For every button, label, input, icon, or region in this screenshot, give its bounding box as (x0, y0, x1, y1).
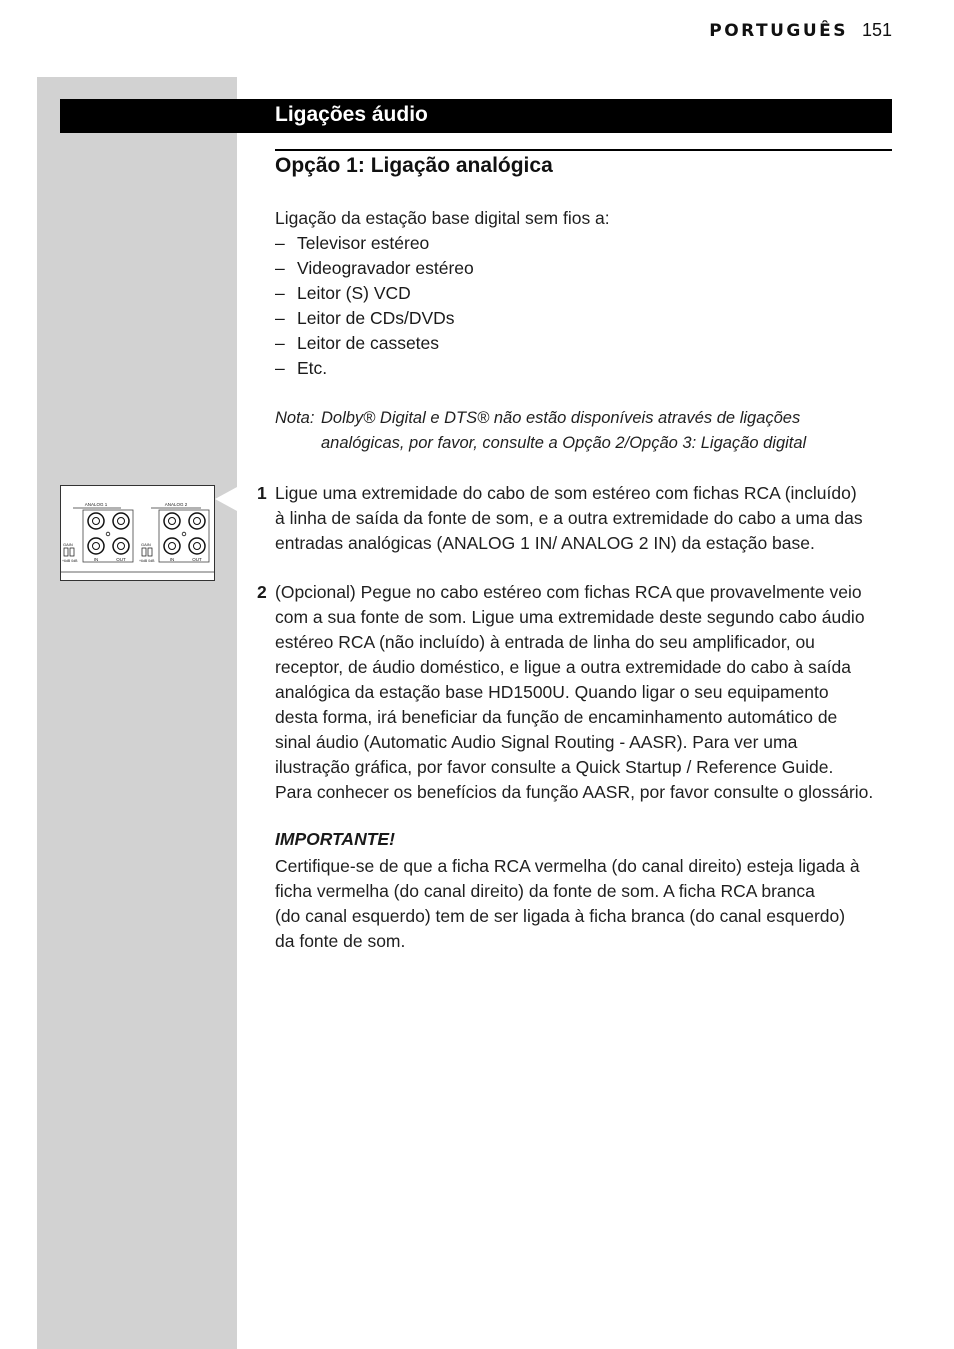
step-line: à linha de saída da fonte de som, e a outra extremidade do cabo a uma das (275, 508, 863, 528)
analog-connector-illustration (60, 485, 215, 581)
step-line: com a sua fonte de som. Ligue uma extremidade deste segundo cabo áudio (275, 607, 865, 627)
note-line-1: Dolby® Digital e DTS® não estão disponíveis através de ligações (321, 409, 801, 427)
connector-diagram (61, 486, 214, 580)
analog1-out-label: OUT (116, 557, 126, 562)
list-item: Leitor (S) VCD (297, 283, 411, 303)
list-item: Leitor de CDs/DVDs (297, 308, 455, 328)
step-number: 2 (257, 582, 267, 602)
gain2-label: GAIN (141, 542, 151, 547)
intro-text: Ligação da estação base digital sem fios a: (275, 208, 610, 228)
list-dash: – (275, 358, 285, 378)
step-number: 1 (257, 483, 267, 503)
step-line: desta forma, irá beneficiar da função de encaminhamento automático de (275, 707, 838, 727)
analog2-jacks (159, 510, 209, 562)
sidebar-gray-column (37, 77, 237, 1349)
analog1-jacks (83, 510, 133, 562)
important-line: ficha vermelha (do canal direito) da fonte de som. A ficha RCA branca (275, 881, 815, 901)
step-line: sinal áudio (Automatic Audio Signal Routing - AASR). Para ver uma (275, 732, 798, 752)
list-dash: – (275, 233, 285, 253)
important-line: Certifique-se de que a ficha RCA vermelha (do canal direito) esteja ligada à (275, 856, 860, 876)
section-title: Ligações áudio (275, 103, 428, 126)
analog2-label: ANALOG 2 (164, 502, 188, 507)
note-label: Nota: (275, 409, 315, 427)
important-line: da fonte de som. (275, 931, 406, 951)
gain1-values: +6dB 0dB (62, 559, 78, 563)
step-line: receptor, de áudio doméstico, e ligue a outra extremidade do cabo à saída (275, 657, 851, 677)
step-line: estéreo RCA (não incluído) à entrada de linha do seu amplificador, ou (275, 632, 815, 652)
list-item: Etc. (297, 358, 328, 378)
page-number: 151 (862, 20, 893, 40)
section-title-bar (60, 99, 892, 133)
step-line: Ligue uma extremidade do cabo de som estéreo com fichas RCA (incluído) (275, 483, 857, 503)
list-dash: – (275, 333, 285, 353)
list-item: Videogravador estéreo (297, 258, 474, 278)
list-dash: – (275, 308, 285, 328)
step-line: entradas analógicas (ANALOG 1 IN/ ANALOG 2 IN) da estação base. (275, 533, 815, 553)
gain2-values: +6dB 0dB (139, 559, 155, 563)
analog2-out-label: OUT (192, 557, 202, 562)
analog1-in-label: IN (93, 557, 99, 562)
step-line: Para conhecer os benefícios da função AASR, por favor consulte o glossário. (275, 782, 874, 802)
illustration-pointer (215, 487, 237, 511)
language-label: PORTUGUÊS (709, 21, 848, 41)
gain-switch-1 (62, 542, 78, 563)
divider (275, 149, 892, 151)
important-line: (do canal esquerdo) tem de ser ligada à ficha branca (do canal esquerdo) (275, 906, 846, 926)
analog1-label: ANALOG 1 (84, 502, 108, 507)
step-line: (Opcional) Pegue no cabo estéreo com fichas RCA que provavelmente veio (275, 582, 862, 602)
note-line-2: analógicas, por favor, consulte a Opção 2/Opção 3: Ligação digital (321, 434, 807, 452)
list-item: Televisor estéreo (297, 233, 430, 253)
important-label: IMPORTANTE! (275, 829, 395, 849)
step-line: analógica da estação base HD1500U. Quando ligar o seu equipamento (275, 682, 829, 702)
list-dash: – (275, 258, 285, 278)
gain1-label: GAIN (63, 542, 73, 547)
list-item: Leitor de cassetes (297, 333, 440, 353)
step-line: ilustração gráfica, por favor consulte a Quick Startup / Reference Guide. (275, 757, 834, 777)
analog2-in-label: IN (169, 557, 175, 562)
gain-switch-2 (139, 542, 155, 563)
list-dash: – (275, 283, 285, 303)
subsection-title: Opção 1: Ligação analógica (275, 154, 553, 177)
